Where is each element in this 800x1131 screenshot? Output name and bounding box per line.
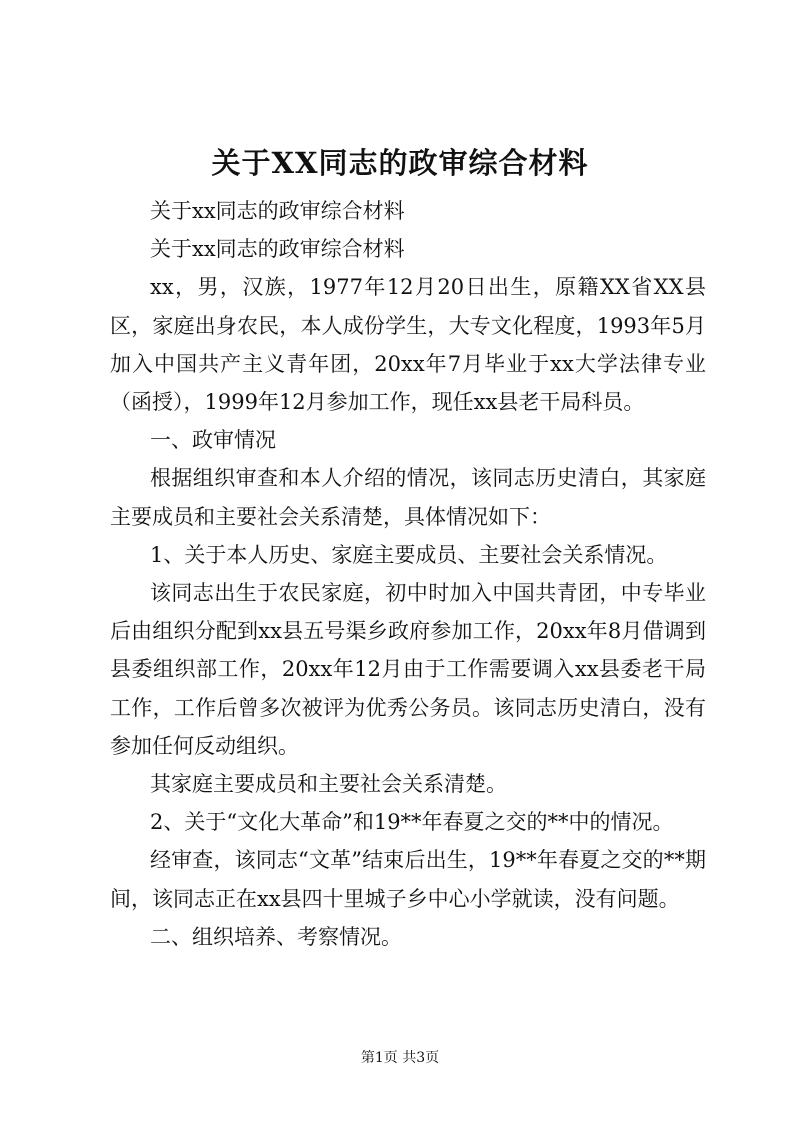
paragraph: 经审查，该同志“文革”结束后出生，19**年春夏之交的**期间，该同志正在xx县四十里城子乡中心小学就读，没有问题。	[110, 848, 706, 911]
paragraph: 关于xx同志的政审综合材料	[150, 199, 405, 223]
subsection-heading: 1、关于本人历史、家庭主要成员、主要社会关系情况。	[150, 542, 668, 567]
subsection-heading: 2、关于“文化大革命”和19**年春夏之交的**中的情况。	[150, 810, 674, 835]
paragraph: 根据组织审查和本人介绍的情况，该同志历史清白，其家庭主要成员和主要社会关系清楚，具体情况如下：	[110, 466, 706, 529]
paragraph: 其家庭主要成员和主要社会关系清楚。	[150, 772, 507, 797]
paragraph: 该同志出生于农民家庭，初中时加入中国共青团，中专毕业后由组织分配到xx县五号渠乡政府参加工作，20xx年8月借调到县委组织部工作，20xx年12月由于工作需要调入xx县委老干局工作，工作后曾多次被评为优秀公务员。该同志历史清白，没有参加任何反动组织。	[110, 581, 706, 758]
paragraph: xx，男，汉族，1977年12月20日出生，原籍XX省XX县区，家庭出身农民，本人成份学生，大专文化程度，1993年5月加入中国共产主义青年团，20xx年7月毕业于xx大学法律专业（函授），1999年12月参加工作，现任xx县老干局科员。	[110, 275, 706, 415]
paragraph: 关于xx同志的政审综合材料	[150, 237, 405, 262]
document-body	[110, 192, 706, 956]
document-title: 关于XX同志的政审综合材料	[211, 146, 589, 180]
section-heading: 一、政审情况	[150, 428, 276, 453]
section-heading: 二、组织培养、考察情况。	[150, 924, 402, 949]
page-number-footer: 第1页 共3页	[360, 1050, 440, 1066]
